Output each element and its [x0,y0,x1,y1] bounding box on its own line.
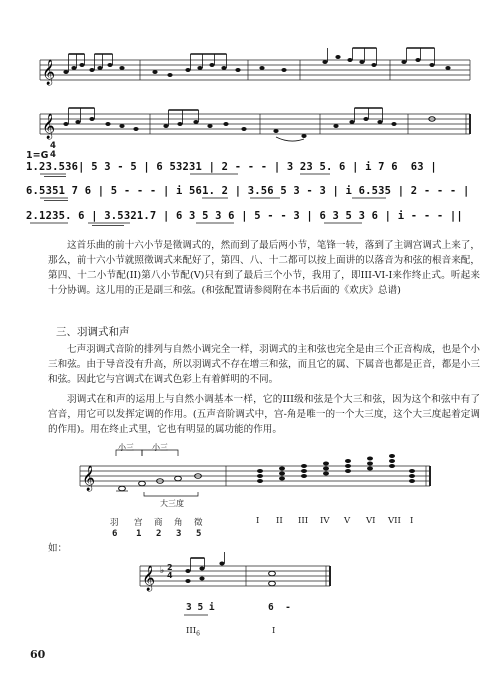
key-signature: 1=G [26,150,49,161]
degree-name: 角 [174,518,183,528]
chord-left-inversion: 6 [196,630,200,638]
jianpu-degree: 1 [136,529,142,539]
example-label: 如： [48,543,68,554]
degree-name: 宫 [134,518,143,528]
roman-numeral: VII [388,516,401,526]
example-2-jianpu-right: 6 - [268,602,291,613]
interval-label-small-third-1: 小三 [118,443,134,452]
example-2-time-signature [167,564,173,580]
chord-left-numeral: III [186,626,197,636]
roman-numeral: V [344,516,351,526]
jianpu-degree: 5 [196,529,202,539]
paragraph-yu-mode-scale: 七声羽调式音阶的排列与自然小调完全一样，羽调式的主和弦也完全是由三个正音构成，也是个小三和弦。由于导音没有升高，所以羽调式不存在增三和弦，而且它的属、下属音也都是正音，都是小三和弦。因此它与宫调式在调式色彩上有着鲜明的不同。 [48,344,480,385]
jianpu-degree: 2 [156,529,162,539]
roman-numeral: I [256,516,260,526]
page-number: 60 [30,648,46,661]
interval-label-small-third-2: 小三 [152,443,168,452]
svg-text:𝄞: 𝄞 [42,114,56,139]
svg-text:♭: ♭ [160,566,165,576]
section-heading: 三、羽调式和声 [56,326,130,338]
jianpu-line-2: 6.5351 7 6 | 5 - - - | i 561. 2 | 3.56 5 3 - 3 | i 6.535 | 2 - - - | [26,185,470,197]
roman-numeral: IV [320,516,330,526]
roman-numeral: III [298,516,309,526]
jianpu-line-1: 1.23.536| 5 3 - 5 | 6 53231 | 2 - - - | 3 23 5. 6 | i 7 6 63 | [26,161,437,173]
example-2-chord-left [186,626,200,638]
jianpu-underlines [0,158,504,234]
time-signature-top: 4 [50,141,56,151]
staff-system-1 [0,48,504,94]
roman-numeral: VI [366,516,376,526]
jianpu-degree: 3 [176,529,182,539]
roman-numeral: II [276,516,283,526]
interval-label-major-third: 大三度 [160,499,184,508]
degree-name: 商 [154,518,163,528]
example-2-time-top: 2 [167,563,173,572]
paragraph-yu-mode-harmony: 羽调式在和声的运用上与自然小调基本一样，它的III级和弦是个大三和弦，因为这个和弦中有了宫音，用它可以发挥定调的作用。(五声音阶调式中，宫-角是唯一的一个大三度，这个大三度起着定调的作用)。用在终止式里，它也有明显的属功能的作用。 [48,394,480,435]
degree-name: 羽 [110,518,119,528]
scale-example-staff [0,436,504,496]
svg-text:𝄞: 𝄞 [42,60,56,85]
example-2-staff [0,556,504,600]
degree-name: 徵 [194,518,203,528]
example-2-time-bottom: 4 [167,571,173,580]
example-2-underline [0,600,504,620]
jianpu-degree: 6 [112,529,118,539]
example-2-jianpu-left: 3 5 i [186,602,215,613]
roman-numeral: I [410,516,414,526]
staff-system-2 [0,106,504,146]
svg-text:𝄞: 𝄞 [142,566,156,591]
paragraph-analysis: 这首乐曲的前十六小节是徵调式的，然而到了最后两小节，笔锋一转，落到了主调宫调式上来了，那么，前十六小节就照徵调式来配好了，第四、八、十二都可以按上面讲的以落音为和弦的根音来配，第四、十二小节配(II)第八小节配(V)只有到了最后三个小节，我用了，即III-VI-I来作终止式。听起来十分协调。这儿用的正是副三和弦。(和弦配置请参阅附在本书后面的《欢庆》总谱) [48,240,480,296]
time-signature-bottom: 4 [50,150,56,160]
jianpu-line-3: 2.1235. 6 | 3.5321.7 | 6 3 5 3 6 | 5 - - 3 | 6 3 5 3 6 | i - - - || [26,210,463,222]
svg-text:𝄞: 𝄞 [82,466,96,491]
example-2-chord-right: I [272,626,276,636]
